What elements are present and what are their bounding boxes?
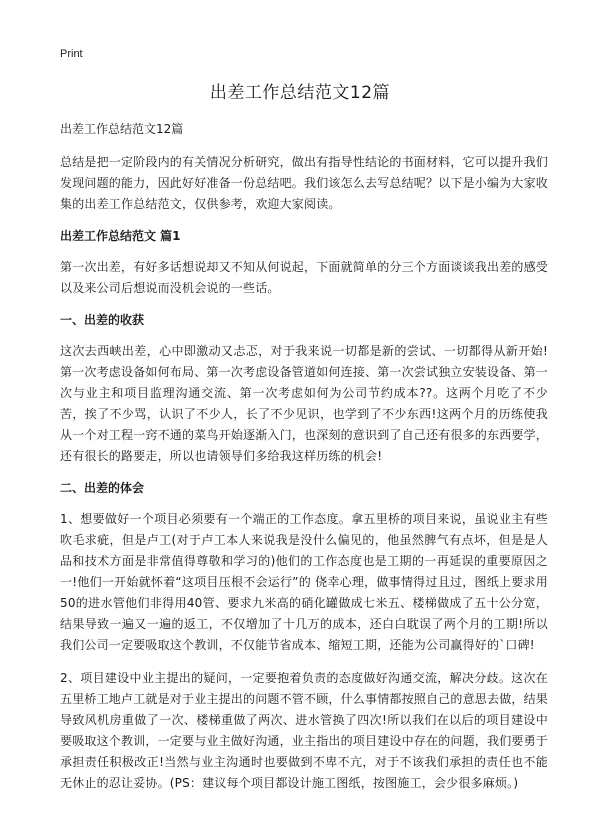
article-intro-paragraph: 第一次出差，有好多话想说却又不知从何说起，下面就简单的分三个方面谈谈我出差的感受以及来公司后想说而没机会说的一些话。 xyxy=(60,260,549,295)
intro-paragraph: 总结是把一定阶段内的有关情况分析研究，做出有指导性结论的书面材料，它可以提升我们发现问题的能力，因此好好准备一份总结吧。我们该怎么去写总结呢？以下是小编为大家收集的出差工作总结范文，仅供参考，欢迎大家阅读。 xyxy=(60,155,549,211)
section2-heading: 二、出差的体会 xyxy=(60,481,145,495)
article-heading: 出差工作总结范文 篇1 xyxy=(60,229,181,243)
document-title: 出差工作总结范文12篇 xyxy=(209,83,391,103)
section2-paragraph-1: 1、想要做好一个项目必须要有一个端正的工作态度。拿五里桥的项目来说，虽说业主有些吹毛求疵，但是卢工(对于卢工本人来说我是没什么偏见的，他虽然脾气有点坏，但是是人品和技术方面是非常值得尊敬和学习的)他们的工作态度也是工期的一再延误的重要原因之一!他们一开始就怀着“这项目压根不会运行”的 侥幸心理，做事情得过且过，图纸上要求用50的进水管他们非得用40管、要求九米高的硝化罐做成七米五、楼梯做成了五十公分宽，结果导致一遍又一遍的返工，不仅增加了十几万的成本，还白白耽误了两个月的工期!所以我们公司一定要吸取这个教训，不仅能节省成本、缩短工期，还能为公司赢得好的`口碑! xyxy=(60,512,548,652)
section1-heading: 一、出差的收获 xyxy=(60,313,145,327)
section1-paragraph: 这次去西峡出差，心中即激动又忐忑，对于我来说一切都是新的尝试、一切都得从新开始!第一次考虑设备如何布局、第一次考虑设备管道如何连接、第一次尝试独立安装设备、第一次与业主和项目监理沟通交流、第一次考虑如何为公司节约成本??。这两个月吃了不少苦，挨了不少骂，认识了不少人，长了不少见识，也学到了不少东西!这两个月的历练使我从一个对工程一窍不通的菜鸟开始逐渐入门，也深刻的意识到了自己还有很多的东西要学，还有很长的路要走，所以也请领导们多给我这样历练的机会! xyxy=(60,344,549,463)
section2-paragraph-2: 2、项目建设中业主提出的疑问，一定要抱着负责的态度做好沟通交流，解决分歧。这次在五里桥工地卢工就是对于业主提出的问题不管不顾，什么事情都按照自己的意思去做，结果导致风机房重做了一次、楼梯重做了两次、进水管换了四次!所以我们在以后的项目建设中要吸取这个教训，一定要与业主做好沟通，业主指出的项目建设中存在的问题，我们要勇于承担责任积极改正!当然与业主沟通时也要做到不卑不亢，对于不该我们承担的责任也不能无休止的忍让妥协。(PS：建议每个项目都设计施工图纸，按图施工，会少很多麻烦。) xyxy=(60,671,549,790)
document-subtitle: 出差工作总结范文12篇 xyxy=(60,122,184,136)
document-body xyxy=(60,120,548,806)
print-label: Print xyxy=(60,48,83,60)
